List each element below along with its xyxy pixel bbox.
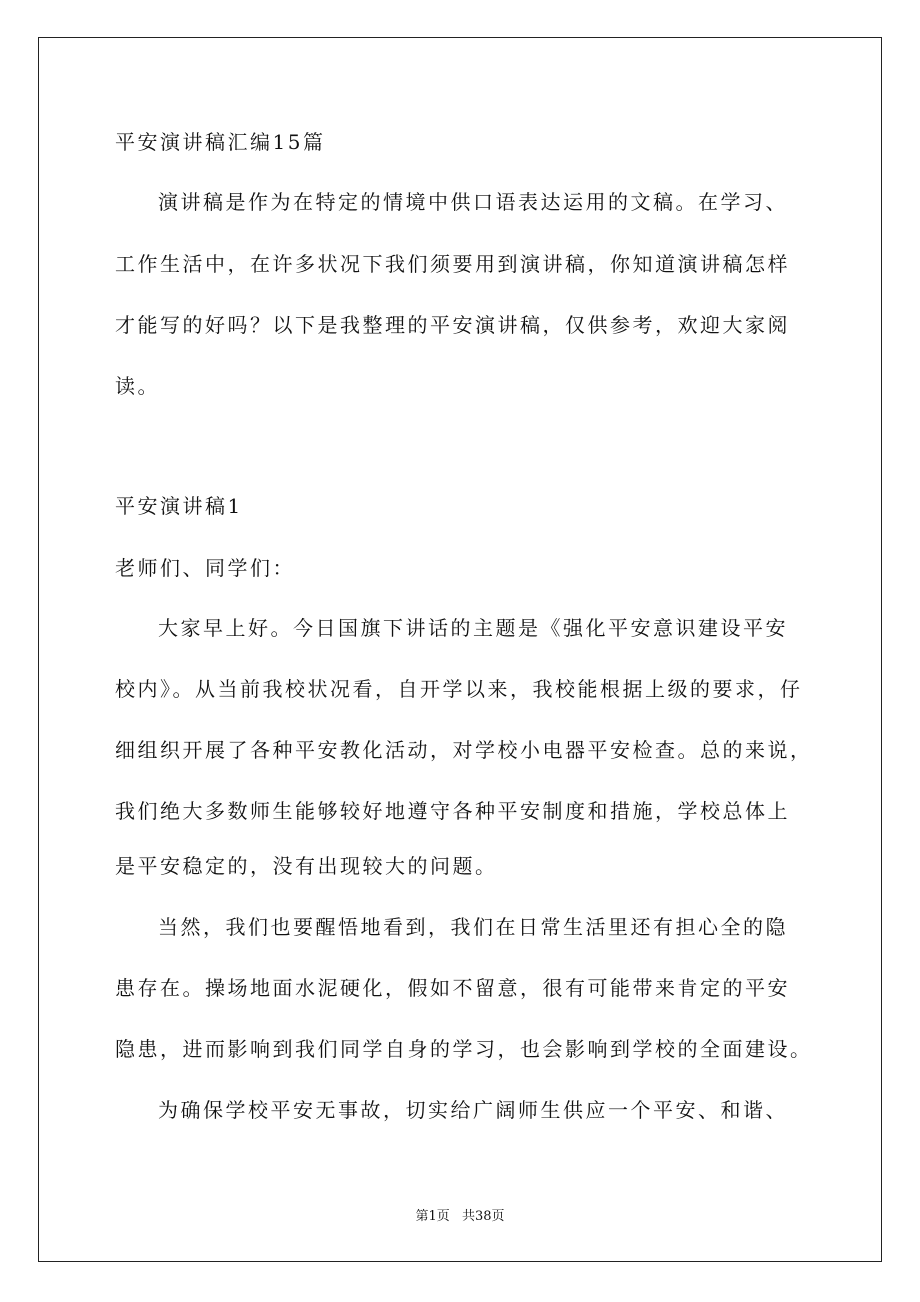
intro-line-3: 才能写的好吗？以下是我整理的平安演讲稿，仅供参考，欢迎大家阅 (115, 313, 790, 337)
salutation: 老师们、同学们： (115, 556, 295, 580)
page-total: 共38页 (461, 1209, 505, 1224)
page-footer (0, 1208, 920, 1226)
intro-line-4: 读。 (115, 374, 160, 398)
paragraph1-line-4: 我们绝大多数师生能够较好地遵守各种平安制度和措施，学校总体上 (115, 799, 790, 823)
section-heading: 平安演讲稿1 (115, 494, 243, 518)
page-number: 第1页 (415, 1209, 450, 1224)
paragraph1-line-2: 校内》。从当前我校状况看，自开学以来，我校能根据上级的要求，仔 (115, 677, 803, 701)
paragraph3-line-1: 为确保学校平安无事故，切实给广阔师生供应一个平安、和谐、 (158, 1098, 788, 1122)
intro-line-1: 演讲稿是作为在特定的情境中供口语表达运用的文稿。在学习、 (158, 190, 788, 214)
paragraph1-line-5: 是平安稳定的，没有出现较大的问题。 (115, 854, 498, 878)
paragraph2-line-3: 隐患，进而影响到我们同学自身的学习，也会影响到学校的全面建设。 (115, 1037, 813, 1061)
document-title: 平安演讲稿汇编15篇 (115, 130, 326, 154)
page-frame (38, 37, 882, 1262)
paragraph1-line-3: 细组织开展了各种平安教化活动，对学校小电器平安检查。总的来说， (115, 738, 813, 762)
paragraph2-line-2: 患存在。操场地面水泥硬化，假如不留意，很有可能带来肯定的平安 (115, 976, 790, 1000)
paragraph1-line-1: 大家早上好。今日国旗下讲话的主题是《强化平安意识建设平安 (158, 616, 788, 640)
paragraph2-line-1: 当然，我们也要醒悟地看到，我们在日常生活里还有担心全的隐 (158, 915, 788, 939)
intro-line-2: 工作生活中，在许多状况下我们须要用到演讲稿，你知道演讲稿怎样 (115, 252, 790, 276)
